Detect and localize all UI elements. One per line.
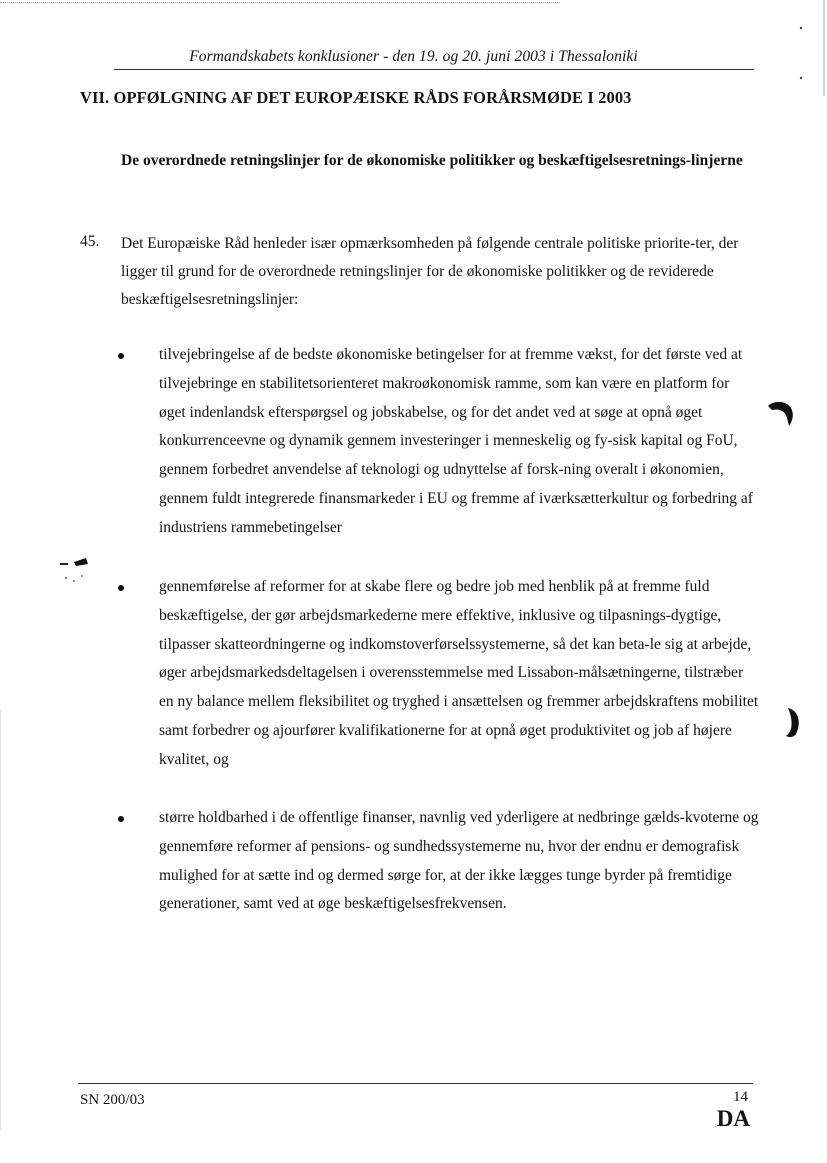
scan-edge-left <box>0 710 1 1130</box>
page-header-title: Formandskabets konklusioner - den 19. og 20. juni 2003 i Thessaloniki <box>189 48 638 65</box>
page-number: 14 <box>733 1089 748 1105</box>
punch-hole-mark-icon <box>782 704 806 740</box>
section-heading: VII. OPFØLGNING AF DET EUROPÆISKE RÅDS FORÅRSMØDE I 2003 <box>80 88 632 107</box>
subheading: De overordnede retningslinjer for de økonomiske politikker og beskæftigelsesretnings-linjerne <box>121 152 743 169</box>
bullet-item-1: tilvejebringelse af de bedste økonomiske betingelser for at fremme vækst, for det første ved at tilvejebringe en stabilitetsorienteret makroøkonomisk ramme, som kan være en platform for øget indenlandsk efterspørgsel og jobskabelse, og for det andet ved at søge at opnå øget konkurrenceevne og dynamik gennem investeringer i menneskelig og fy-sisk kapital og FoU, gennem forbedret anvendelse af teknologi og udnyttelse af forsk-ning overalt i økonomien, gennem fuldt integrerede finansmarkeder i EU og fremme af iværksætterkultur og forbedring af industriens rammebetingelser <box>159 346 753 536</box>
bullet-dot-icon <box>118 585 124 591</box>
paragraph-text: Det Europæiske Råd henleder især opmærksomheden på følgende centrale politiske priorite-ter, der ligger til grund for de overordnede retningslinjer for de økonomiske politikker og de reviderede beskæftigelsesretningslinjer: <box>121 235 739 308</box>
paragraph-number: 45. <box>80 233 100 250</box>
language-code: DA <box>716 1106 750 1131</box>
scan-speck-icon <box>796 24 806 84</box>
bullet-dot-icon <box>118 353 124 359</box>
bullet-dot-icon <box>118 816 124 822</box>
punch-hole-mark-icon <box>762 396 796 430</box>
smudge-mark-icon <box>56 552 96 588</box>
document-reference: SN 200/03 <box>80 1092 145 1108</box>
bullet-item-3: større holdbarhed i de offentlige finanser, navnlig ved yderligere at nedbringe gælds-kvoterne og gennemføre reformer af pensions- og sundhedssystemerne nu, hvor der endnu er demografisk mulighed for at sætte ind og dermed sørge for, at der ikke lægges tunge byrder på fremtidige generationer, samt ved at øge beskæftigelsesfrekvensen. <box>159 809 759 913</box>
footer-divider <box>78 1083 753 1084</box>
header-divider <box>114 69 754 70</box>
scan-edge-top <box>0 2 560 3</box>
bullet-item-2: gennemførelse af reformer for at skabe flere og bedre job med henblik på at fremme fuld beskæftigelse, der gør arbejdsmarkederne mere effektive, inklusive og tilpasnings-dygtige, tilpasser skatteordningerne og indkomstoverførselssystemerne, så det kan beta-le sig at arbejde, øger arbejdsmarkedsdeltagelsen i overensstemmelse med Lissabon-målsætningerne, tilstræber en ny balance mellem fleksibilitet og tryghed i ansættelsen og fremmer arbejdskraftens mobilitet samt forbedrer og ajourfører kvalifikationerne for at opnå øget produktivitet og job af højere kvalitet, og <box>159 578 759 768</box>
